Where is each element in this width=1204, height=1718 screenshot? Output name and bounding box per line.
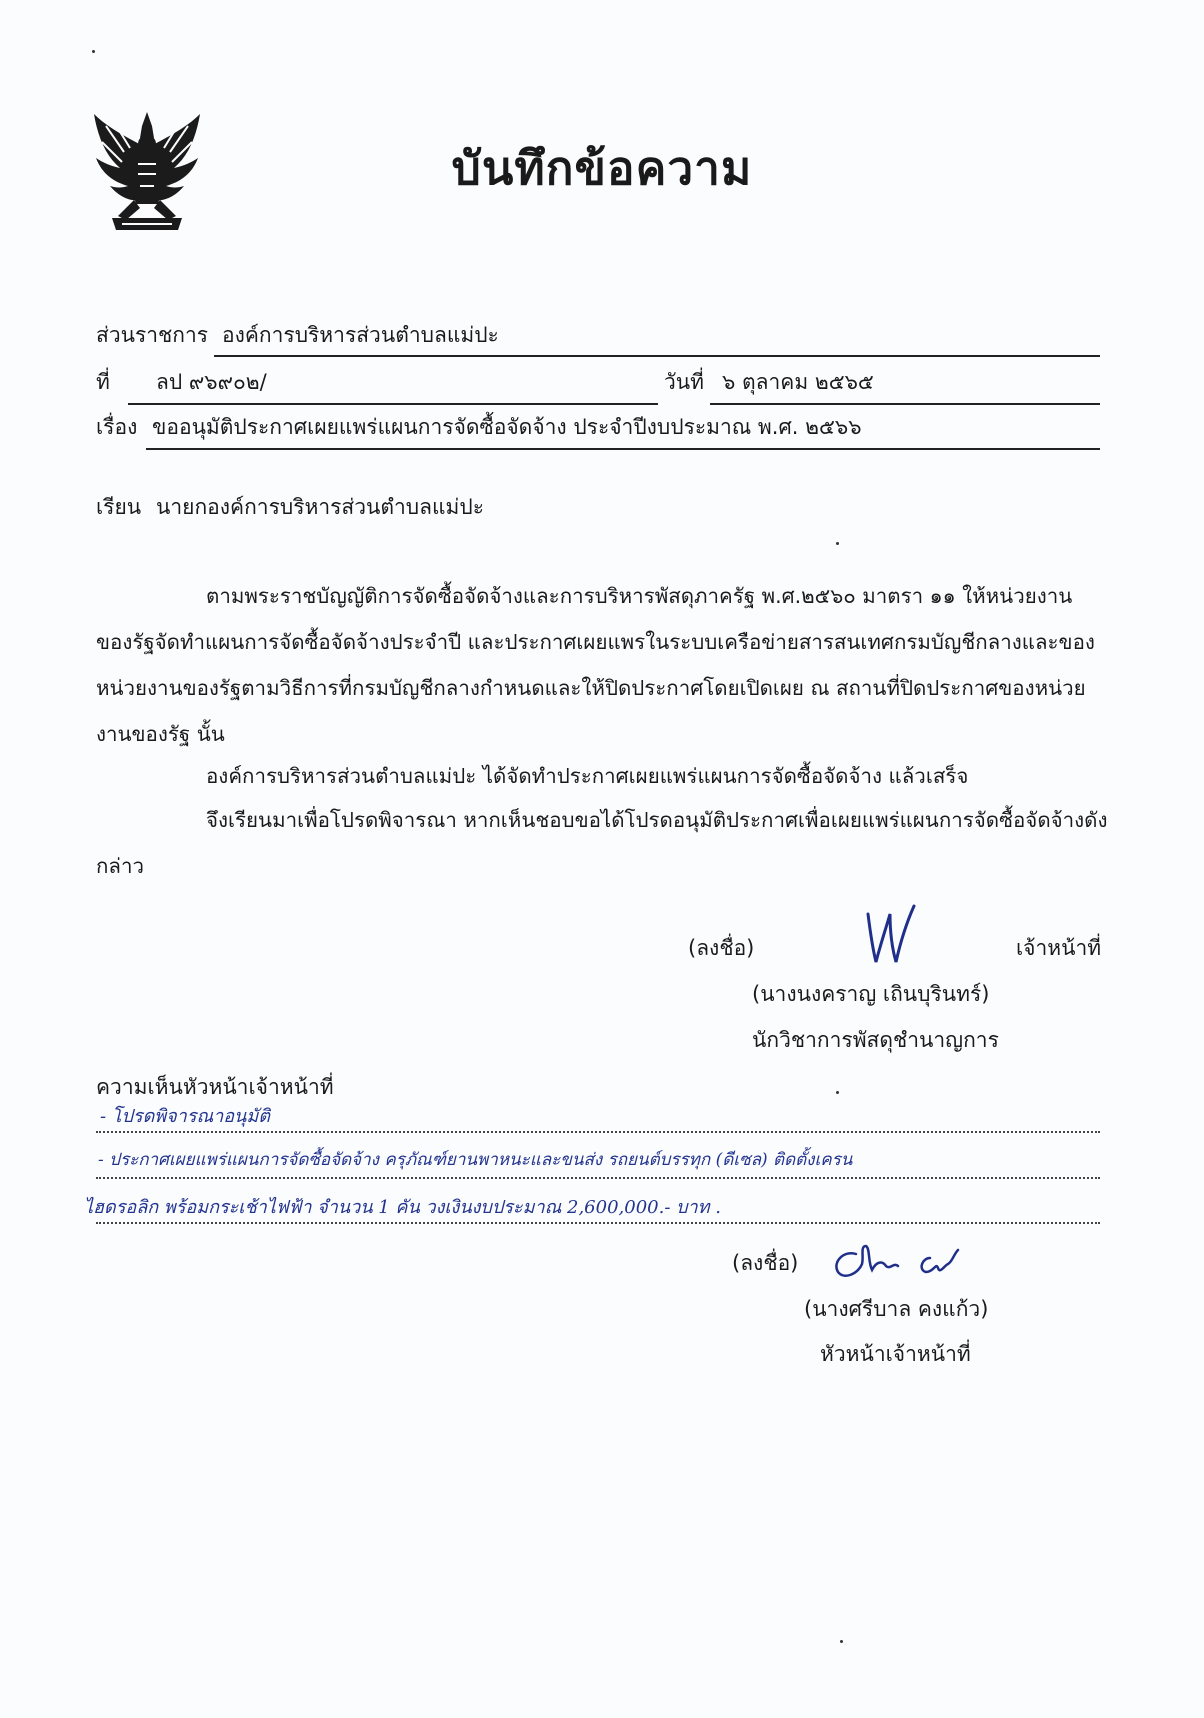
position-suffix-1: เจ้าหน้าที่: [1016, 936, 1102, 960]
subject-value: ขออนุมัติประกาศเผยแพร่แผนการจัดซื้อจัดจ้าง ประจำปีงบประมาณ พ.ศ. ๒๕๖๖: [152, 415, 862, 439]
body-para2: องค์การบริหารส่วนตำบลแม่ปะ ได้จัดทำประกาศเผยแพร่แผนการจัดซื้อจัดจ้าง แล้วเสร็จ: [206, 764, 969, 788]
sign-label-2: (ลงชื่อ): [732, 1251, 799, 1275]
scan-speck: [836, 1091, 839, 1094]
agency-value: องค์การบริหารส่วนตำบลแม่ปะ: [222, 323, 499, 347]
opinion-heading: ความเห็นหัวหน้าเจ้าหน้าที่: [96, 1075, 334, 1099]
signer-name-2: (นางศรีบาล คงแก้ว): [804, 1297, 989, 1321]
scan-speck: [92, 50, 95, 53]
body-para3-line2: กล่าว: [96, 854, 144, 878]
sign-label-1: (ลงชื่อ): [688, 936, 755, 960]
opinion-handwritten-line3: ไฮดรอลิก พร้อมกระเช้าไฟฟ้า จำนวน 1 คัน วงเงินงบประมาณ 2,600,000.- บาท .: [84, 1197, 721, 1218]
memo-title: บันทึกข้อความ: [451, 141, 753, 195]
date-label: วันที่: [664, 370, 704, 394]
signer-title-1: นักวิชาการพัสดุชำนาญการ: [752, 1028, 999, 1052]
opinion-dotted-line2: [96, 1177, 1100, 1179]
opinion-dotted-line1: [96, 1131, 1100, 1133]
signer-title-2: หัวหน้าเจ้าหน้าที่: [820, 1342, 971, 1366]
signature-2-handwritten: [826, 1240, 966, 1284]
body-para1-line4: งานของรัฐ นั้น: [96, 722, 225, 746]
scan-speck: [836, 542, 839, 545]
signature-1-handwritten: [860, 900, 930, 970]
body-para1-line1: ตามพระราชบัญญัติการจัดซื้อจัดจ้างและการบริหารพัสดุภาครัฐ พ.ศ.๒๕๖๐ มาตรา ๑๑ ให้หน่วยงาน: [206, 584, 1073, 608]
opinion-handwritten-line2: - ประกาศเผยแพร่แผนการจัดซื้อจัดจ้าง ครุภัณฑ์ยานพาหนะและขนส่ง รถยนต์บรรทุก (ดีเซล) ติดตั้งเครน: [98, 1150, 853, 1170]
ref-label: ที่: [96, 370, 110, 394]
agency-label: ส่วนราชการ: [96, 323, 209, 347]
body-para1-line3: หน่วยงานของรัฐตามวิธีการที่กรมบัญชีกลางกำหนดและให้ปิดประกาศโดยเปิดเผย ณ สถานที่ปิดประกาศของหน่วย: [96, 676, 1086, 700]
subject-label: เรื่อง: [96, 415, 138, 439]
body-para3-line1: จึงเรียนมาเพื่อโปรดพิจารณา หากเห็นชอบขอได้โปรดอนุมัติประกาศเพื่อเผยแพร่แผนการจัดซื้อจัดจ้างดัง: [206, 808, 1108, 832]
signer-name-1: (นางนงคราญ เถินบุรินทร์): [752, 982, 990, 1006]
ref-value: ลป ๙๖๙๐๒/: [156, 370, 267, 394]
date-underline: [710, 403, 1100, 405]
opinion-dotted-line3: [96, 1222, 1100, 1224]
scan-speck: [840, 1640, 843, 1643]
agency-underline: [214, 355, 1100, 357]
salutation-value: นายกองค์การบริหารส่วนตำบลแม่ปะ: [156, 495, 484, 519]
date-value: ๖ ตุลาคม ๒๕๖๕: [722, 370, 874, 394]
subject-underline: [146, 448, 1100, 450]
ref-underline: [128, 403, 658, 405]
body-para1-line2: ของรัฐจัดทำแผนการจัดซื้อจัดจ้างประจำปี และประกาศเผยแพรในระบบเครือข่ายสารสนเทศกรมบัญชีกลางและของ: [96, 630, 1095, 654]
salutation-label: เรียน: [96, 495, 142, 519]
opinion-handwritten-line1: - โปรดพิจารณาอนุมัติ: [100, 1106, 270, 1127]
